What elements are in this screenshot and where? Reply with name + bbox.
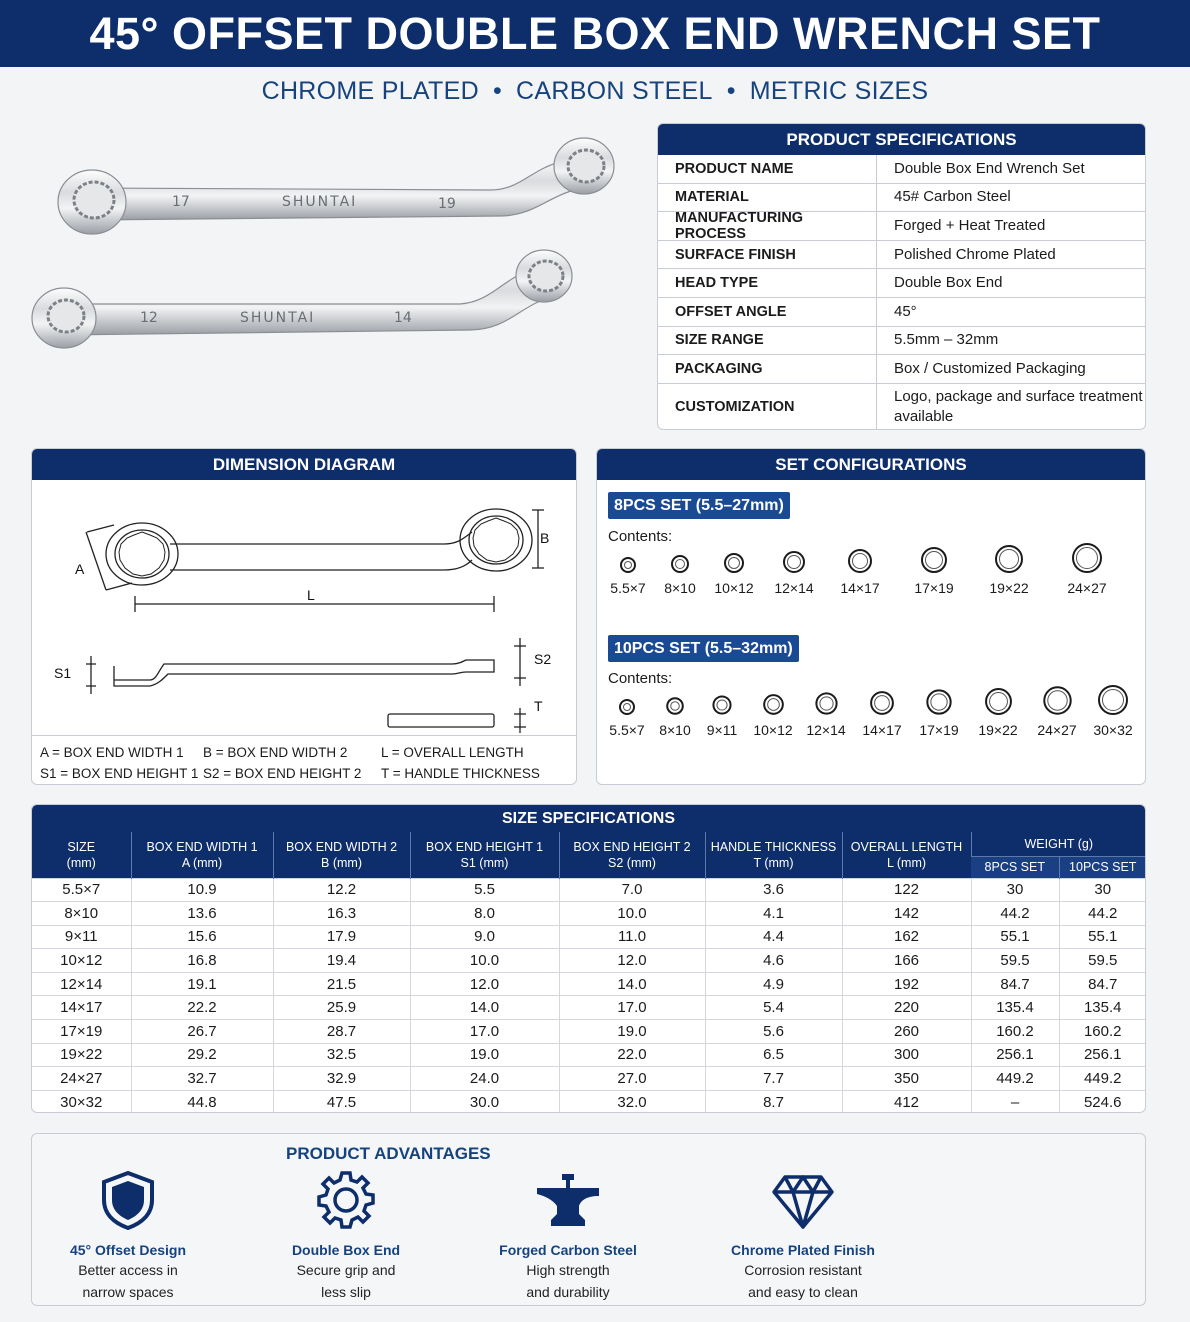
table-cell: 7.7 <box>705 1067 842 1091</box>
table-cell: 5.5 <box>410 878 559 902</box>
column-header: BOX END WIDTH 2 B (mm) <box>273 832 410 878</box>
spec-label: PACKAGING <box>658 355 877 383</box>
table-cell: 6.5 <box>705 1043 842 1067</box>
size-ring-label: 5.5×7 <box>610 580 646 596</box>
size-ring-label: 19×22 <box>989 580 1029 596</box>
advantage-item <box>251 1164 441 1302</box>
contents-label: Contents: <box>608 670 673 687</box>
table-cell: 10×12 <box>32 949 131 973</box>
spec-label: SIZE RANGE <box>658 327 877 355</box>
product-specifications-table <box>657 123 1146 430</box>
size-ring-item <box>764 549 824 596</box>
table-cell: 7.0 <box>559 878 705 902</box>
subtitle-separator: • <box>492 77 503 105</box>
size-ring-item <box>968 686 1028 738</box>
table-cell: 21.5 <box>273 972 410 996</box>
wrench-size-label: 19 <box>438 196 456 212</box>
table-cell: 12×14 <box>32 972 131 996</box>
dimension-label-s2: S2 <box>534 651 552 667</box>
size-ring-label: 24×27 <box>1037 722 1077 738</box>
wrench-size-label: 14 <box>394 310 412 326</box>
table-cell: 30 <box>971 878 1059 902</box>
table-cell: 19.4 <box>273 949 410 973</box>
box-end-ring-icon <box>983 686 1014 717</box>
table-cell: 10.0 <box>559 902 705 926</box>
diamond-icon <box>771 1174 835 1230</box>
advantage-title: Forged Carbon Steel <box>499 1242 637 1258</box>
advantage-title: 45° Offset Design <box>69 1242 187 1258</box>
table-cell: 26.7 <box>131 1020 273 1044</box>
table-cell: 30×32 <box>32 1090 131 1113</box>
legend-item: S2 = BOX END HEIGHT 2 <box>203 766 362 781</box>
table-cell: 8.7 <box>705 1090 842 1113</box>
spec-row <box>658 298 1145 327</box>
spec-value: Forged + Heat Treated <box>894 216 1046 234</box>
table-row <box>32 1020 1146 1044</box>
table-cell: – <box>971 1090 1059 1113</box>
product-photo <box>20 120 640 380</box>
box-end-ring-icon <box>781 549 807 575</box>
weight-subcolumn-header: 10PCS SET <box>1059 856 1146 878</box>
page-title: 45° OFFSET DOUBLE BOX END WRENCH SET <box>89 8 1101 59</box>
size-ring-item <box>704 551 764 596</box>
advantage-description: Better access in <box>78 1262 178 1278</box>
subtitle-item: CARBON STEEL <box>516 77 713 105</box>
table-cell: 524.6 <box>1059 1090 1146 1113</box>
spec-label: SURFACE FINISH <box>658 241 877 269</box>
dimension-label-t: T <box>534 698 543 714</box>
table-cell: 12.2 <box>273 878 410 902</box>
table-cell: 122 <box>842 878 971 902</box>
spec-value: Polished Chrome Plated <box>894 245 1056 263</box>
size-ring-label: 10×12 <box>753 722 793 738</box>
table-cell: 3.6 <box>705 878 842 902</box>
set-configurations-heading: SET CONFIGURATIONS <box>597 449 1145 480</box>
spec-value: 5.5mm – 32mm <box>894 331 999 349</box>
table-cell: 135.4 <box>971 996 1059 1020</box>
size-ring-item <box>830 547 890 596</box>
box-end-ring-icon <box>664 695 686 717</box>
advantage-item <box>33 1164 223 1302</box>
subtitle-separator: • <box>726 77 736 105</box>
dimension-label-a: A <box>75 561 85 577</box>
subtitle-item: CHROME PLATED <box>261 77 479 105</box>
table-cell: 8.0 <box>410 902 559 926</box>
spec-value: Double Box End <box>894 274 1003 292</box>
dimension-label-b: B <box>540 530 550 546</box>
box-end-ring-icon <box>1070 541 1104 575</box>
wrench-size-label: 12 <box>140 310 158 326</box>
spec-row <box>658 269 1145 298</box>
size-ring-item <box>904 545 964 596</box>
table-cell: 9×11 <box>32 925 131 949</box>
spec-row <box>658 155 1145 184</box>
table-cell: 19×22 <box>32 1043 131 1067</box>
spec-label: OFFSET ANGLE <box>658 298 877 326</box>
table-cell: 84.7 <box>1059 972 1146 996</box>
spec-value: Box / Customized Packaging <box>894 359 1086 377</box>
table-cell: 84.7 <box>971 972 1059 996</box>
table-cell: 17.9 <box>273 925 410 949</box>
spec-value: 45° <box>894 302 917 320</box>
size-ring-item <box>796 690 856 738</box>
set-10pcs-tag: 10PCS SET (5.5–32mm) <box>608 635 799 662</box>
column-header: OVERALL LENGTH L (mm) <box>842 832 971 878</box>
table-cell: 166 <box>842 949 971 973</box>
wrench-brand-label: SHUNTAI <box>282 194 358 210</box>
table-cell: 449.2 <box>1059 1067 1146 1091</box>
table-cell: 32.7 <box>131 1067 273 1091</box>
table-cell: 44.2 <box>1059 902 1146 926</box>
box-end-ring-icon <box>618 555 638 575</box>
title-banner <box>0 0 1190 67</box>
table-cell: 30.0 <box>410 1090 559 1113</box>
set-8pcs-tag: 8PCS SET (5.5–27mm) <box>608 492 790 519</box>
box-end-ring-icon <box>1041 684 1074 717</box>
table-cell: 16.3 <box>273 902 410 926</box>
table-cell: 17.0 <box>410 1020 559 1044</box>
table-cell: 142 <box>842 902 971 926</box>
table-cell: 4.4 <box>705 925 842 949</box>
advantage-description: Secure grip and <box>296 1262 396 1278</box>
size-ring-label: 5.5×7 <box>609 722 645 738</box>
table-cell: 27.0 <box>559 1067 705 1091</box>
table-row <box>32 925 1146 949</box>
table-cell: 256.1 <box>1059 1043 1146 1067</box>
shield-icon <box>100 1170 156 1230</box>
advantage-description: narrow spaces <box>82 1284 174 1300</box>
table-cell: 19.0 <box>410 1043 559 1067</box>
legend-item: B = BOX END WIDTH 2 <box>203 745 348 760</box>
size-ring-label: 14×17 <box>862 722 902 738</box>
column-header: BOX END HEIGHT 2 S2 (mm) <box>559 832 705 878</box>
table-row <box>32 972 1146 996</box>
table-cell: 22.2 <box>131 996 273 1020</box>
advantage-title: Double Box End <box>291 1242 401 1258</box>
dimension-legend <box>32 735 576 785</box>
spec-value: 45# Carbon Steel <box>894 188 1011 206</box>
table-cell: 44.2 <box>971 902 1059 926</box>
weight-column-header: WEIGHT (g) <box>971 832 1146 856</box>
table-cell: 17×19 <box>32 1020 131 1044</box>
table-cell: 59.5 <box>1059 949 1146 973</box>
table-cell: 14×17 <box>32 996 131 1020</box>
table-cell: 10.9 <box>131 878 273 902</box>
table-cell: 25.9 <box>273 996 410 1020</box>
spec-label: HEAD TYPE <box>658 269 877 297</box>
size-specifications-table <box>31 804 1146 1113</box>
wrench-17-19 <box>58 138 614 234</box>
table-cell: 32.5 <box>273 1043 410 1067</box>
table-cell: 47.5 <box>273 1090 410 1113</box>
size-specifications-heading: SIZE SPECIFICATIONS <box>32 805 1145 832</box>
size-ring-item <box>598 555 658 596</box>
spec-row <box>658 327 1145 356</box>
table-cell: 10.0 <box>410 949 559 973</box>
table-cell: 135.4 <box>1059 996 1146 1020</box>
table-cell: 350 <box>842 1067 971 1091</box>
box-end-ring-icon <box>846 547 874 575</box>
wrench-brand-label: SHUNTAI <box>240 310 316 326</box>
size-ring-label: 8×10 <box>659 722 691 738</box>
table-cell: 59.5 <box>971 949 1059 973</box>
table-cell: 24×27 <box>32 1067 131 1091</box>
table-cell: 14.0 <box>410 996 559 1020</box>
table-cell: 55.1 <box>1059 925 1146 949</box>
box-end-ring-icon <box>993 543 1025 575</box>
spec-label: PRODUCT NAME <box>658 155 877 183</box>
set-10pcs-sizes <box>597 695 1145 745</box>
size-ring-item <box>743 692 803 738</box>
table-row <box>32 878 1146 902</box>
spec-label: MATERIAL <box>658 184 877 212</box>
legend-item: L = OVERALL LENGTH <box>381 745 524 760</box>
size-ring-item <box>1027 684 1087 738</box>
table-cell: 12.0 <box>410 972 559 996</box>
size-ring-label: 10×12 <box>714 580 754 596</box>
advantage-item <box>708 1164 898 1302</box>
table-cell: 55.1 <box>971 925 1059 949</box>
box-end-ring-icon <box>669 553 691 575</box>
size-ring-label: 17×19 <box>914 580 954 596</box>
table-cell: 260 <box>842 1020 971 1044</box>
table-cell: 15.6 <box>131 925 273 949</box>
table-cell: 9.0 <box>410 925 559 949</box>
size-ring-item <box>650 553 710 596</box>
advantage-description: and durability <box>526 1284 610 1300</box>
table-cell: 19.1 <box>131 972 273 996</box>
table-cell: 32.0 <box>559 1090 705 1113</box>
wrench-12-14 <box>32 250 572 348</box>
set-8pcs-sizes <box>597 553 1145 603</box>
box-end-ring-icon <box>617 697 637 717</box>
table-cell: 5.5×7 <box>32 878 131 902</box>
dimension-diagram-panel <box>31 448 577 785</box>
table-cell: 160.2 <box>971 1020 1059 1044</box>
size-ring-label: 17×19 <box>919 722 959 738</box>
set-configurations-panel <box>596 448 1146 785</box>
advantage-description: and easy to clean <box>748 1284 858 1300</box>
contents-label: Contents: <box>608 528 673 545</box>
size-ring-label: 12×14 <box>806 722 846 738</box>
spec-row <box>658 209 1145 242</box>
table-row <box>32 902 1146 926</box>
advantage-description: less slip <box>321 1284 371 1300</box>
box-end-ring-icon <box>710 693 734 717</box>
box-end-ring-icon <box>813 690 840 717</box>
table-cell: 16.8 <box>131 949 273 973</box>
spec-row <box>658 355 1145 384</box>
advantage-description: Corrosion resistant <box>744 1262 862 1278</box>
spec-row <box>658 241 1145 270</box>
spec-row <box>658 384 1145 430</box>
size-ring-label: 9×11 <box>706 722 738 738</box>
dimension-label-s1: S1 <box>54 665 72 681</box>
box-end-ring-icon <box>868 689 896 717</box>
spec-label: CUSTOMIZATION <box>658 384 877 430</box>
size-ring-label: 30×32 <box>1093 722 1133 738</box>
table-row <box>32 949 1146 973</box>
table-cell: 4.6 <box>705 949 842 973</box>
spec-value: Double Box End Wrench Set <box>894 159 1085 177</box>
table-row <box>32 1043 1146 1067</box>
box-end-ring-icon <box>919 545 949 575</box>
box-end-ring-icon <box>924 687 954 717</box>
table-cell: 220 <box>842 996 971 1020</box>
table-cell: 162 <box>842 925 971 949</box>
size-ring-item <box>1057 541 1117 596</box>
table-cell: 32.9 <box>273 1067 410 1091</box>
table-cell: 14.0 <box>559 972 705 996</box>
table-cell: 256.1 <box>971 1043 1059 1067</box>
size-ring-label: 24×27 <box>1067 580 1107 596</box>
advantage-description: High strength <box>526 1262 610 1278</box>
table-row <box>32 1067 1146 1091</box>
column-header: HANDLE THICKNESS T (mm) <box>705 832 842 878</box>
box-end-ring-icon <box>722 551 746 575</box>
subtitle <box>0 75 1190 107</box>
gear-icon <box>316 1170 376 1230</box>
size-ring-label: 14×17 <box>840 580 880 596</box>
legend-item: A = BOX END WIDTH 1 <box>40 745 184 760</box>
table-cell: 28.7 <box>273 1020 410 1044</box>
table-cell: 44.8 <box>131 1090 273 1113</box>
column-header: BOX END WIDTH 1 A (mm) <box>131 832 273 878</box>
dimension-label-l: L <box>307 587 315 603</box>
legend-item: S1 = BOX END HEIGHT 1 <box>40 766 199 781</box>
table-cell: 19.0 <box>559 1020 705 1044</box>
advantage-title: Chrome Plated Finish <box>731 1242 875 1258</box>
box-end-ring-icon <box>1096 683 1130 717</box>
dimension-diagram-heading: DIMENSION DIAGRAM <box>32 449 576 480</box>
table-cell: 4.9 <box>705 972 842 996</box>
table-cell: 160.2 <box>1059 1020 1146 1044</box>
table-cell: 192 <box>842 972 971 996</box>
table-row <box>32 996 1146 1020</box>
table-cell: 29.2 <box>131 1043 273 1067</box>
table-cell: 12.0 <box>559 949 705 973</box>
column-header: BOX END HEIGHT 1 S1 (mm) <box>410 832 559 878</box>
table-cell: 8×10 <box>32 902 131 926</box>
box-end-ring-icon <box>761 692 786 717</box>
size-ring-label: 19×22 <box>978 722 1018 738</box>
subtitle-item: METRIC SIZES <box>749 77 929 105</box>
advantage-item <box>473 1164 663 1302</box>
table-cell: 24.0 <box>410 1067 559 1091</box>
table-row <box>32 1090 1146 1113</box>
size-ring-item <box>1083 683 1143 738</box>
table-cell: 5.4 <box>705 996 842 1020</box>
product-advantages-section <box>31 1133 1146 1306</box>
weight-subcolumn-header: 8PCS SET <box>971 856 1059 878</box>
size-ring-label: 12×14 <box>774 580 814 596</box>
spec-row <box>658 184 1145 213</box>
product-specifications-heading: PRODUCT SPECIFICATIONS <box>658 124 1145 155</box>
wrench-size-label: 17 <box>172 194 190 210</box>
table-cell: 4.1 <box>705 902 842 926</box>
table-cell: 412 <box>842 1090 971 1113</box>
size-ring-label: 8×10 <box>664 580 696 596</box>
table-cell: 13.6 <box>131 902 273 926</box>
anvil-icon <box>535 1174 601 1230</box>
size-ring-item <box>979 543 1039 596</box>
table-cell: 5.6 <box>705 1020 842 1044</box>
spec-label: MANUFACTURING PROCESS <box>658 212 877 240</box>
table-cell: 449.2 <box>971 1067 1059 1091</box>
legend-item: T = HANDLE THICKNESS <box>381 766 540 781</box>
table-cell: 30 <box>1059 878 1146 902</box>
table-cell: 22.0 <box>559 1043 705 1067</box>
table-cell: 11.0 <box>559 925 705 949</box>
spec-value: Logo, package and surface treatment available <box>894 387 1143 425</box>
advantages-heading: PRODUCT ADVANTAGES <box>286 1144 491 1163</box>
column-header: SIZE (mm) <box>32 832 131 878</box>
size-ring-item <box>909 687 969 738</box>
size-ring-item <box>852 689 912 738</box>
table-cell: 17.0 <box>559 996 705 1020</box>
dimension-diagram <box>32 480 576 735</box>
table-cell: 300 <box>842 1043 971 1067</box>
